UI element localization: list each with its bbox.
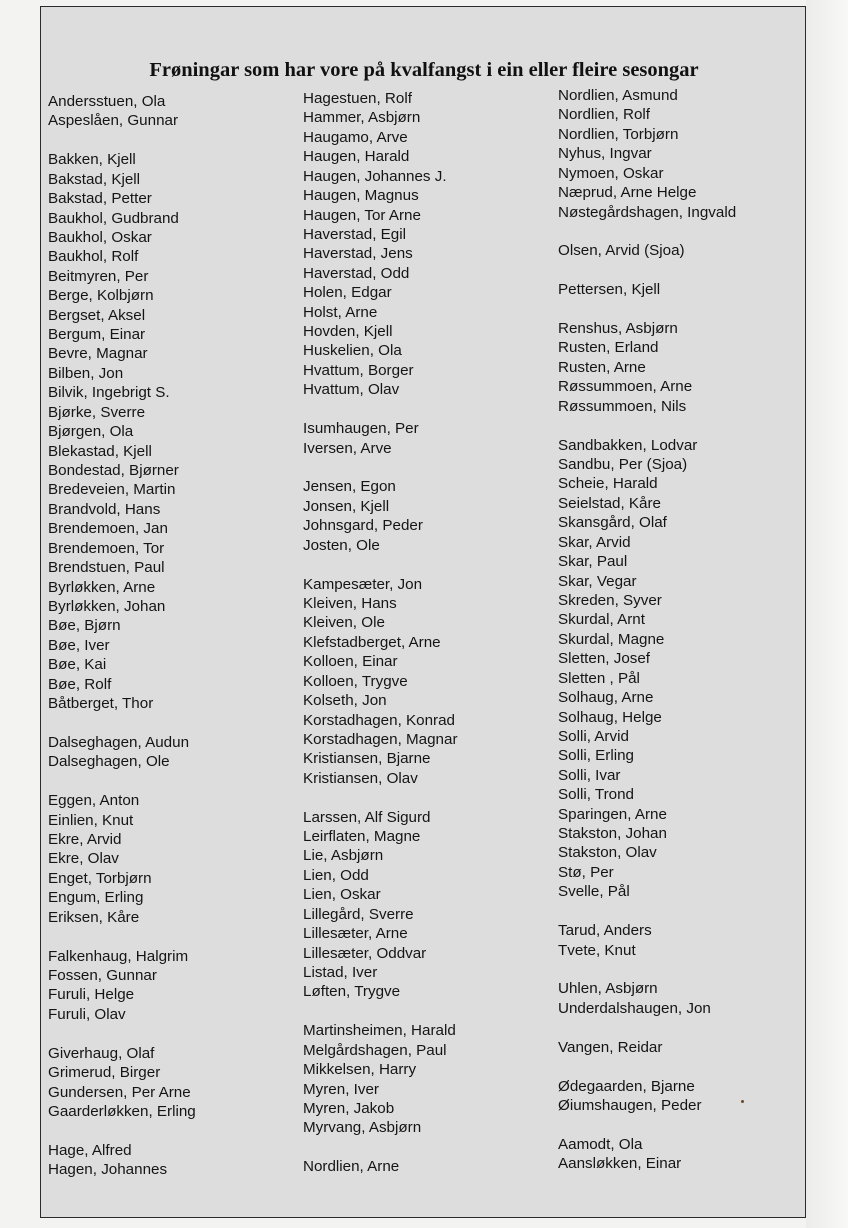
name-entry: Olsen, Arvid (Sjoa) — [558, 242, 685, 260]
name-entry: Aamodt, Ola — [558, 1135, 643, 1153]
name-entry: Iversen, Arve — [303, 439, 392, 457]
name-entry: Bjørke, Sverre — [48, 403, 146, 421]
list-spacer — [558, 416, 736, 435]
name-entry: Kleiven, Hans — [303, 594, 397, 612]
name-entry: Kolloen, Trygve — [303, 672, 408, 690]
name-entry: Solhaug, Arne — [558, 689, 654, 707]
name-entry: Huskelien, Ola — [303, 342, 402, 360]
name-entry: Baukhol, Rolf — [48, 248, 139, 266]
name-entry: Grimerud, Birger — [48, 1064, 161, 1082]
name-entry: Haugen, Harald — [303, 148, 410, 166]
name-entry: Røssummoen, Nils — [558, 397, 687, 415]
name-entry: Giverhaug, Olaf — [48, 1044, 155, 1062]
name-entry: Brendemoen, Jan — [48, 520, 168, 538]
name-entry: Solli, Erling — [558, 747, 634, 765]
name-entry: Bilben, Jon — [48, 364, 124, 382]
name-entry: Gaarderløkken, Erling — [48, 1102, 196, 1120]
name-entry: Vangen, Reidar — [558, 1038, 663, 1056]
name-entry: Nøstegårdshagen, Ingvald — [558, 203, 737, 221]
name-entry: Baukhol, Gudbrand — [48, 209, 179, 227]
list-spacer — [558, 300, 736, 319]
name-entry: Josten, Ole — [303, 536, 380, 554]
name-entry: Skar, Vegar — [558, 572, 637, 590]
name-entry: Båtberget, Thor — [48, 695, 154, 713]
name-entry: Bergset, Aksel — [48, 306, 146, 324]
name-entry: Engum, Erling — [48, 889, 144, 907]
name-entry: Aansløkken, Einar — [558, 1155, 682, 1173]
name-entry: Holen, Edgar — [303, 284, 392, 302]
name-entry: Baukhol, Oskar — [48, 228, 152, 246]
name-entry: Bilvik, Ingebrigt S. — [48, 384, 170, 402]
name-entry: Brendstuen, Paul — [48, 559, 165, 577]
name-entry: Bøe, Bjørn — [48, 617, 121, 635]
name-entry: Scheie, Harald — [558, 475, 658, 493]
name-entry: Skar, Arvid — [558, 533, 631, 551]
name-entry: Øiumshaugen, Peder — [558, 1096, 702, 1114]
name-entry: Leirflaten, Magne — [303, 828, 421, 846]
name-entry: Klefstadberget, Arne — [303, 633, 441, 651]
name-entry: Rusten, Arne — [558, 358, 646, 376]
name-entry: Dalseghagen, Audun — [48, 733, 190, 751]
name-entry: Beitmyren, Per — [48, 267, 149, 285]
name-entry: Haverstad, Jens — [303, 245, 413, 263]
name-entry: Dalseghagen, Ole — [48, 753, 170, 771]
name-entry: Melgårdshagen, Paul — [303, 1041, 447, 1059]
name-entry: Byrløkken, Johan — [48, 597, 166, 615]
name-entry: Solli, Ivar — [558, 766, 621, 784]
name-entry: Rusten, Erland — [558, 339, 659, 357]
name-entry: Nordlien, Asmund — [558, 87, 678, 104]
name-entry: Bøe, Iver — [48, 636, 110, 654]
name-entry: Nordlien, Arne — [303, 1158, 400, 1176]
name-entry: Eggen, Anton — [48, 792, 140, 810]
name-entry: Korstadhagen, Konrad — [303, 711, 455, 729]
list-spacer — [48, 772, 196, 791]
name-entry: Eriksen, Kåre — [48, 908, 140, 926]
name-entry: Bevre, Magnar — [48, 345, 148, 363]
list-spacer — [48, 131, 196, 150]
list-spacer — [303, 555, 458, 574]
name-entry: Larssen, Alf Sigurd — [303, 808, 431, 826]
name-entry: Myrvang, Asbjørn — [303, 1119, 422, 1137]
name-entry: Gundersen, Per Arne — [48, 1083, 191, 1101]
name-entry: Haugen, Magnus — [303, 187, 419, 205]
list-spacer — [48, 1024, 196, 1043]
name-entry: Blekastad, Kjell — [48, 442, 152, 460]
name-entry: Ekre, Olav — [48, 850, 119, 868]
name-entry: Tarud, Anders — [558, 922, 652, 940]
name-entry: Haverstad, Odd — [303, 264, 410, 282]
name-column-3 — [558, 86, 736, 1174]
name-entry: Berge, Kolbjørn — [48, 287, 154, 305]
print-speck — [741, 1100, 744, 1103]
name-entry: Falkenhaug, Halgrim — [48, 947, 189, 965]
name-entry: Myren, Jakob — [303, 1099, 395, 1117]
name-entry: Næprud, Arne Helge — [558, 184, 697, 202]
name-entry: Bakstad, Petter — [48, 190, 152, 208]
list-spacer — [558, 222, 736, 241]
name-entry: Kristiansen, Bjarne — [303, 750, 431, 768]
name-entry: Lie, Asbjørn — [303, 847, 384, 865]
name-entry: Jensen, Egon — [303, 478, 396, 496]
name-entry: Bakstad, Kjell — [48, 170, 141, 188]
name-entry: Sparingen, Arne — [558, 805, 667, 823]
name-entry: Myren, Iver — [303, 1080, 379, 1098]
name-entry: Underdalshaugen, Jon — [558, 999, 711, 1017]
name-entry: Bondestad, Bjørner — [48, 462, 179, 480]
name-entry: Sletten, Josef — [558, 650, 651, 668]
name-entry: Bakken, Kjell — [48, 151, 136, 169]
name-entry: Einlien, Knut — [48, 811, 134, 829]
name-entry: Stakston, Johan — [558, 825, 667, 843]
name-entry: Bjørgen, Ola — [48, 423, 134, 441]
names-panel — [40, 6, 806, 1218]
name-entry: Haverstad, Egil — [303, 225, 406, 243]
name-entry: Hovden, Kjell — [303, 323, 393, 341]
list-spacer — [558, 1115, 736, 1134]
name-entry: Ødegaarden, Bjarne — [558, 1077, 695, 1095]
name-entry: Nordlien, Torbjørn — [558, 125, 679, 143]
name-entry: Furuli, Olav — [48, 1005, 126, 1023]
name-entry: Byrløkken, Arne — [48, 578, 156, 596]
list-spacer — [303, 1138, 458, 1157]
name-entry: Haugen, Johannes J. — [303, 167, 447, 185]
name-entry: Bøe, Kai — [48, 656, 107, 674]
name-entry: Brandvold, Hans — [48, 500, 161, 518]
name-entry: Solli, Arvid — [558, 727, 629, 745]
name-entry: Lien, Oskar — [303, 886, 381, 904]
name-entry: Bredeveien, Martin — [48, 481, 176, 499]
name-entry: Johnsgard, Peder — [303, 517, 423, 535]
name-entry: Røssummoen, Arne — [558, 378, 693, 396]
name-entry: Hage, Alfred — [48, 1141, 132, 1159]
name-entry: Kolloen, Einar — [303, 653, 398, 671]
name-entry: Hvattum, Borger — [303, 361, 414, 379]
name-entry: Korstadhagen, Magnar — [303, 730, 458, 748]
list-spacer — [48, 1121, 196, 1140]
list-spacer — [48, 714, 196, 733]
name-entry: Lillesæter, Arne — [303, 925, 408, 943]
name-entry: Hagestuen, Rolf — [303, 90, 412, 107]
name-entry: Haugen, Tor Arne — [303, 206, 421, 224]
name-entry: Fossen, Gunnar — [48, 966, 157, 984]
list-spacer — [558, 960, 736, 979]
name-entry: Enget, Torbjørn — [48, 869, 152, 887]
name-entry: Lillegård, Sverre — [303, 905, 414, 923]
name-entry: Kolseth, Jon — [303, 692, 387, 710]
name-entry: Hammer, Asbjørn — [303, 109, 421, 127]
list-spacer — [558, 902, 736, 921]
list-spacer — [48, 927, 196, 946]
name-entry: Pettersen, Kjell — [558, 281, 661, 299]
name-entry: Listad, Iver — [303, 963, 378, 981]
name-entry: Lien, Odd — [303, 866, 369, 884]
list-spacer — [558, 1018, 736, 1037]
name-entry: Ekre, Arvid — [48, 831, 122, 849]
document-title: Frøningar som har vore på kvalfangst i ein eller fleire sesongar — [149, 59, 699, 81]
name-entry: Skar, Paul — [558, 553, 628, 571]
name-entry: Uhlen, Asbjørn — [558, 980, 658, 998]
name-entry: Nymoen, Oskar — [558, 164, 664, 182]
name-entry: Jonsen, Kjell — [303, 497, 390, 515]
name-entry: Mikkelsen, Harry — [303, 1061, 417, 1079]
name-entry: Sletten , Pål — [558, 669, 640, 687]
list-spacer — [303, 1002, 458, 1021]
name-entry: Kleiven, Ole — [303, 614, 385, 632]
list-spacer — [303, 400, 458, 419]
name-entry: Skurdal, Magne — [558, 630, 665, 648]
name-entry: Tvete, Knut — [558, 941, 636, 959]
list-spacer — [558, 261, 736, 280]
name-column-1 — [48, 92, 196, 1180]
name-entry: Kristiansen, Olav — [303, 769, 418, 787]
name-entry: Hagen, Johannes — [48, 1161, 168, 1179]
name-entry: Lillesæter, Oddvar — [303, 944, 427, 962]
name-entry: Seielstad, Kåre — [558, 494, 661, 512]
name-entry: Hvattum, Olav — [303, 381, 400, 399]
name-entry: Svelle, Pål — [558, 883, 630, 901]
name-entry: Andersstuen, Ola — [48, 93, 166, 110]
name-entry: Solhaug, Helge — [558, 708, 662, 726]
list-spacer — [303, 788, 458, 807]
name-entry: Holst, Arne — [303, 303, 378, 321]
name-entry: Solli, Trond — [558, 786, 634, 804]
name-entry: Skreden, Syver — [558, 591, 662, 609]
page-edge — [806, 0, 848, 1228]
name-entry: Stakston, Olav — [558, 844, 657, 862]
name-entry: Martinsheimen, Harald — [303, 1022, 456, 1040]
name-entry: Sandbu, Per (Sjoa) — [558, 456, 688, 474]
name-entry: Furuli, Helge — [48, 986, 135, 1004]
name-entry: Renshus, Asbjørn — [558, 320, 678, 338]
name-entry: Løften, Trygve — [303, 983, 401, 1001]
name-entry: Sandbakken, Lodvar — [558, 436, 698, 454]
name-entry: Kampesæter, Jon — [303, 575, 423, 593]
list-spacer — [303, 458, 458, 477]
name-entry: Bergum, Einar — [48, 326, 146, 344]
name-entry: Nordlien, Rolf — [558, 106, 651, 124]
name-column-2 — [303, 89, 458, 1177]
name-entry: Bøe, Rolf — [48, 675, 112, 693]
name-entry: Aspeslåen, Gunnar — [48, 112, 179, 130]
list-spacer — [558, 1057, 736, 1076]
name-entry: Nyhus, Ingvar — [558, 145, 652, 163]
name-entry: Stø, Per — [558, 863, 614, 881]
name-entry: Skansgård, Olaf — [558, 514, 667, 532]
name-entry: Isumhaugen, Per — [303, 420, 419, 438]
name-entry: Haugamo, Arve — [303, 128, 408, 146]
name-entry: Skurdal, Arnt — [558, 611, 645, 629]
name-entry: Brendemoen, Tor — [48, 539, 165, 557]
